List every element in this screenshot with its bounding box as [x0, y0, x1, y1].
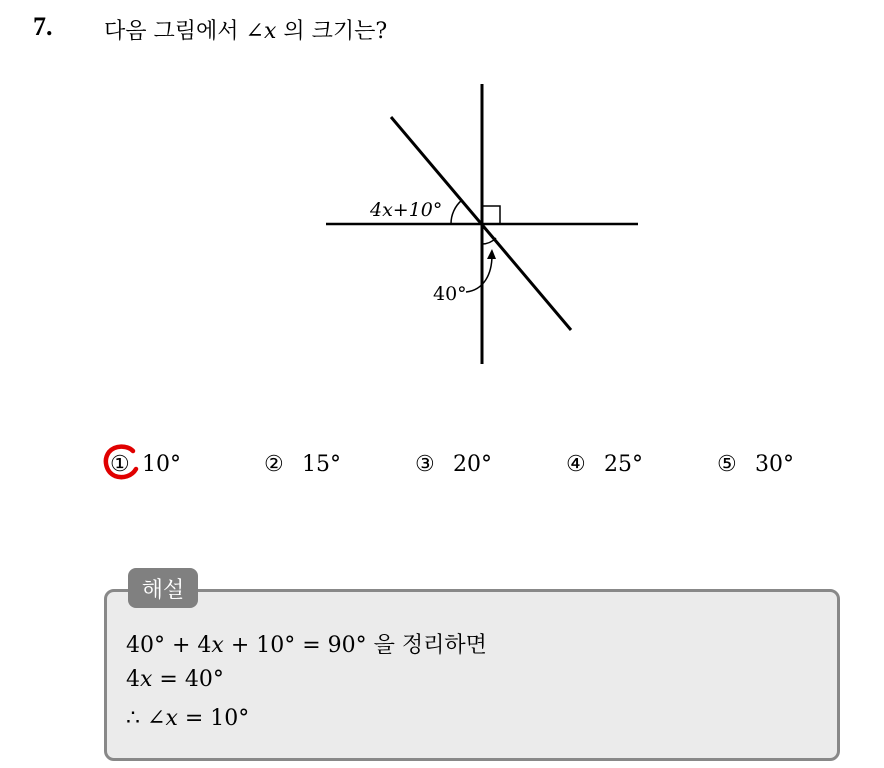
right-angle-mark — [482, 206, 500, 224]
choice-1-number: ① — [110, 452, 130, 477]
question-text-after: 의 크기는? — [276, 19, 388, 44]
angle-label-top: 4x+10° — [370, 199, 443, 221]
solution-line-2-a: 4 — [126, 667, 140, 692]
choice-5-number: ⑤ — [717, 452, 737, 477]
solution-tag: 해설 — [128, 568, 198, 608]
choice-5-text: 30° — [755, 452, 794, 477]
solution-line-3 — [126, 706, 249, 731]
choice-4-text: 25° — [604, 452, 643, 477]
choice-4[interactable] — [566, 452, 643, 477]
choice-2[interactable] — [264, 452, 341, 477]
solution-line-3-c: = 10° — [177, 706, 250, 731]
choice-2-number: ② — [264, 452, 284, 477]
question-variable: x — [263, 19, 277, 44]
solution-line-1-var: x — [211, 633, 224, 658]
choice-4-number: ④ — [566, 452, 586, 477]
choice-3-number: ③ — [415, 452, 435, 477]
solution-line-2-var: x — [140, 667, 153, 692]
angle-label-bottom: 40° — [433, 283, 467, 305]
choice-1-text: 10° — [142, 452, 181, 477]
choice-1[interactable] — [110, 452, 181, 477]
choice-2-text: 15° — [302, 452, 341, 477]
question-number: 7. — [33, 12, 53, 41]
question-text-before: 다음 그림에서 ∠ — [104, 19, 264, 44]
solution-line-1-a: 40° + 4 — [126, 633, 212, 658]
choice-5[interactable] — [717, 452, 794, 477]
angle-pointer-arrow — [466, 255, 492, 292]
choice-3-text: 20° — [453, 452, 492, 477]
choice-3[interactable] — [415, 452, 492, 477]
solution-line-2 — [126, 667, 224, 692]
solution-line-1 — [126, 628, 487, 659]
solution-line-1-c: + 10° = 90° 을 정리하면 — [223, 633, 487, 658]
angle-arc-top — [451, 200, 462, 224]
angle-pointer-arrowhead — [487, 249, 496, 259]
solution-line-2-c: = 40° — [152, 667, 224, 692]
solution-line-3-a: ∴ ∠ — [126, 706, 166, 731]
solution-line-3-var: x — [165, 706, 178, 731]
